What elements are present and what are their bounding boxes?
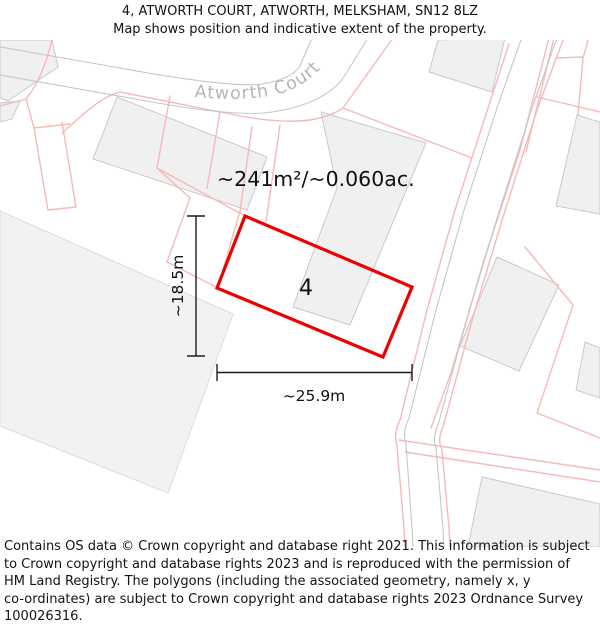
street-name-label <box>194 58 325 104</box>
parcel-line <box>405 452 600 482</box>
property-address-title: 4, ATWORTH COURT, ATWORTH, MELKSHAM, SN12 8LZ <box>121 4 479 19</box>
building <box>556 115 600 214</box>
plot-number-label: 4 <box>299 276 313 301</box>
width-dimension <box>217 364 412 405</box>
parcel-line <box>537 97 600 112</box>
field-parcel <box>0 211 233 493</box>
building <box>429 40 505 92</box>
height-dimension-label: ~18.5m <box>169 254 187 318</box>
building <box>93 97 267 210</box>
building <box>576 342 600 398</box>
building <box>0 101 20 122</box>
page-header <box>0 3 600 39</box>
width-dimension-label: ~25.9m <box>282 387 346 405</box>
footer-line: 100026316. <box>4 609 83 624</box>
footer-line: to Crown copyright and database rights 2023 and is reproduced with the permission of <box>4 556 570 572</box>
footer-line: co-ordinates) are subject to Crown copyright and database rights 2023 Ordnance Survey <box>4 591 584 607</box>
area-label: ~241m²/~0.060ac. <box>217 167 415 191</box>
parcel-line <box>399 440 600 470</box>
parcel-line <box>578 40 588 115</box>
parcel-line <box>556 57 583 58</box>
street-name-text: Atworth Court <box>193 57 325 104</box>
building <box>468 477 600 547</box>
map-description-subtitle: Map shows position and indicative extent of the property. <box>113 22 487 37</box>
footer-line: Contains OS data © Crown copyright and database right 2021. This information is subject <box>4 539 590 554</box>
building <box>460 257 559 371</box>
copyright-footer <box>4 538 598 626</box>
parcel-line <box>34 122 76 210</box>
footer-line: HM Land Registry. The polygons (including the associated geometry, namely x, y <box>4 574 531 589</box>
property-map <box>0 40 600 547</box>
